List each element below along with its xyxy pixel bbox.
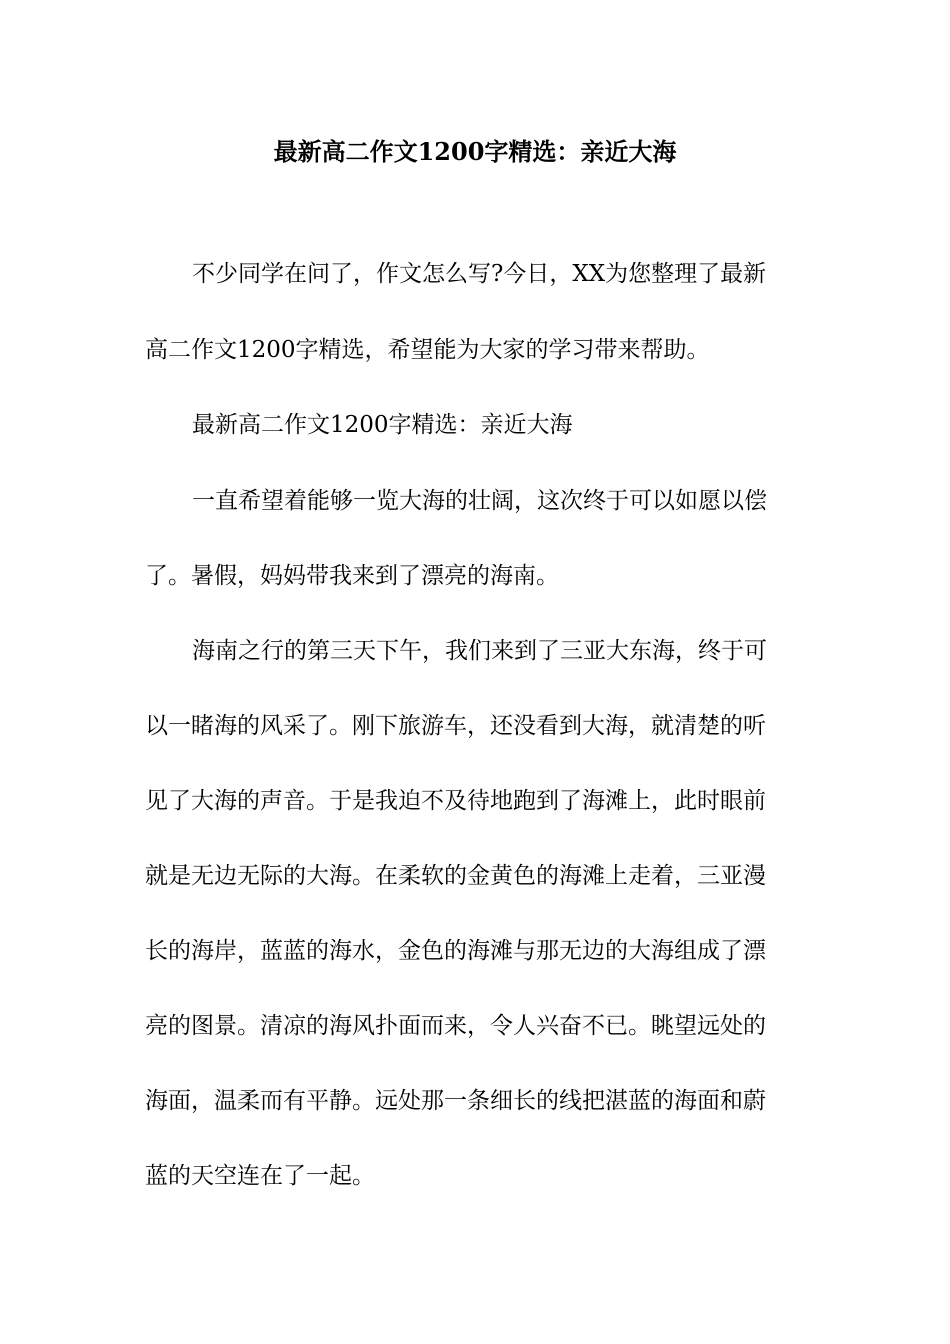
paragraph-line: 就是无边无际的大海。在柔软的金黄色的海滩上走着，三亚漫 [145,863,766,889]
paragraph-line: 一直希望着能够一览大海的壮阔，这次终于可以如愿以偿 [192,488,767,514]
paragraph-line: 蓝的天空连在了一起。 [145,1163,375,1189]
paragraph-line: 了。暑假，妈妈带我来到了漂亮的海南。 [145,563,559,589]
paragraph-line: 以一睹海的风采了。刚下旅游车，还没看到大海，就清楚的听 [145,713,766,739]
paragraph-line: 高二作文1200字精选，希望能为大家的学习带来帮助。 [145,337,710,363]
paragraph-line: 海南之行的第三天下午，我们来到了三亚大东海，终于可 [192,638,767,664]
paragraph-line: 见了大海的声音。于是我迫不及待地跑到了海滩上，此时眼前 [145,788,766,814]
paragraph-line: 不少同学在问了，作文怎么写?今日，XX为您整理了最新 [192,261,767,287]
document-title: 最新高二作文1200字精选：亲近大海 [273,137,677,166]
paragraph-line: 海面，温柔而有平静。远处那一条细长的线把湛蓝的海面和蔚 [145,1088,766,1114]
paragraph-line: 长的海岸，蓝蓝的海水，金色的海滩与那无边的大海组成了漂 [145,938,766,964]
paragraph-line: 亮的图景。清凉的海风扑面而来，令人兴奋不已。眺望远处的 [145,1013,766,1039]
paragraph-line: 最新高二作文1200字精选：亲近大海 [192,412,573,438]
